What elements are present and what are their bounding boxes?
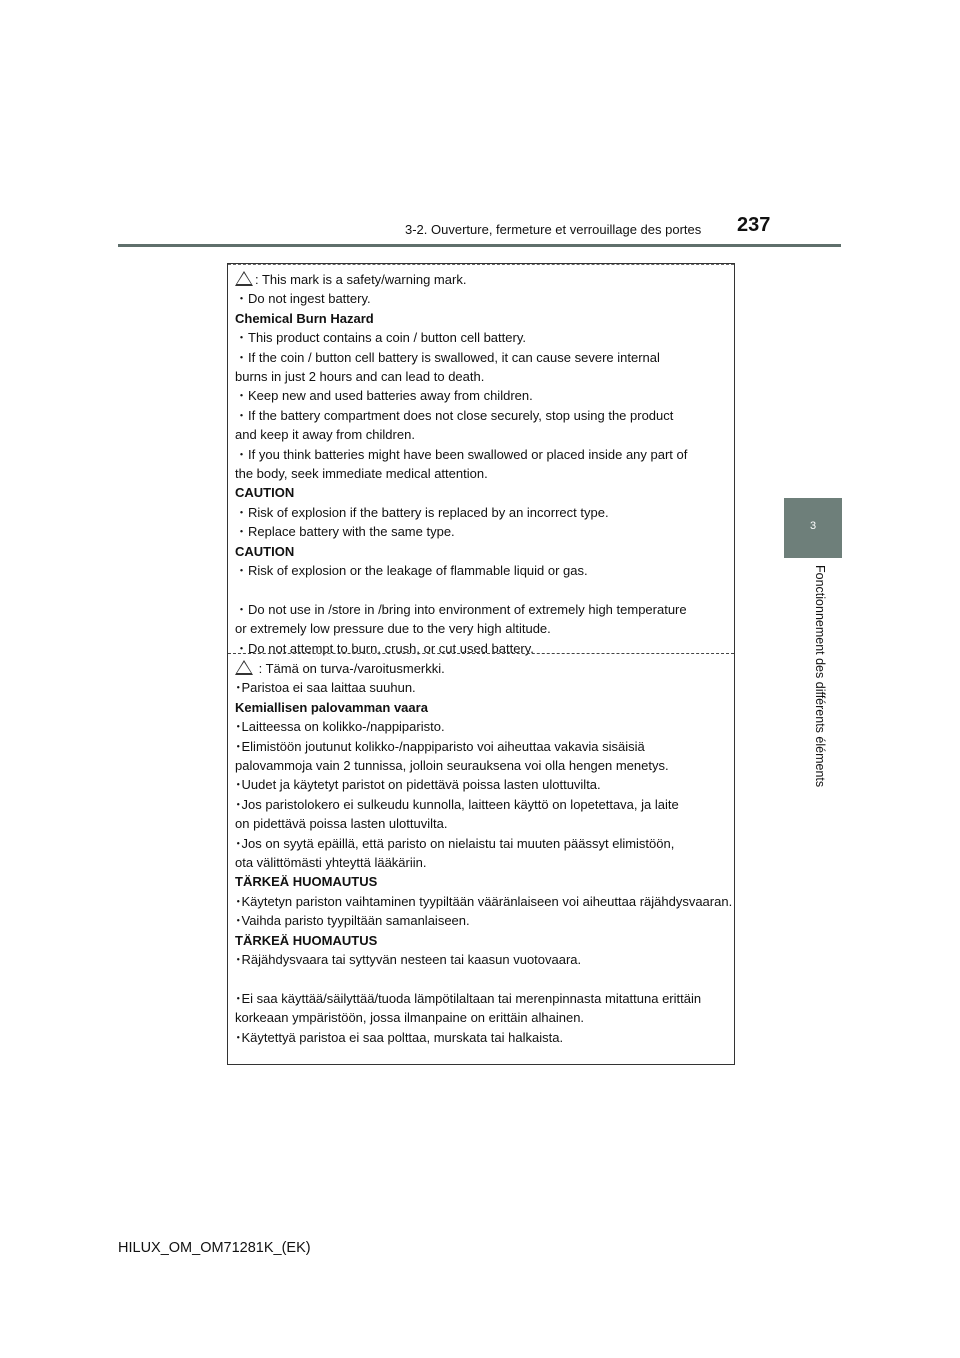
- finnish-warning-text: [235, 659, 733, 1047]
- section-heading: TÄRKEÄ HUOMAUTUS: [235, 874, 378, 890]
- text-line: ・Keep new and used batteries away from children.: [235, 388, 533, 404]
- battery-warning-box: [227, 263, 735, 1065]
- text-line: ・Risk of explosion if the battery is replaced by an incorrect type.: [235, 504, 609, 520]
- text-line: ･Käytettyä paristoa ei saa polttaa, murskata tai halkaista.: [235, 1029, 564, 1045]
- text-line: or extremely low pressure due to the very high altitude.: [235, 621, 551, 637]
- section-heading: TÄRKEÄ HUOMAUTUS: [235, 932, 378, 948]
- text-line: ･Räjähdysvaara tai syttyvän nesteen tai kaasun vuotovaara.: [235, 952, 582, 968]
- page-number: 237: [737, 214, 771, 236]
- text-line: ･Paristoa ei saa laittaa suuhun.: [235, 680, 416, 696]
- text-line: ・If the battery compartment does not close securely, stop using the product: [235, 407, 674, 423]
- text-line: ・Risk of explosion or the leakage of flammable liquid or gas.: [235, 563, 588, 579]
- text-line: palovammoja vain 2 tunnissa, jolloin seurauksena voi olla hengen menetys.: [235, 758, 669, 774]
- warning-mark-line: : Tämä on turva-/varoitusmerkki.: [235, 659, 730, 678]
- warning-mark-line: : This mark is a safety/warning mark.: [235, 270, 730, 289]
- text-line: ･Ei saa käyttää/säilyttää/tuoda lämpötilaltaan tai merenpinnasta mitattuna erittäin: [235, 990, 702, 1006]
- document-code: HILUX_OM_OM71281K_(EK): [118, 1240, 311, 1256]
- section-heading: Kemiallisen palovamman vaara: [235, 699, 428, 715]
- chapter-tab: [784, 498, 842, 558]
- text-line: ・Do not use in /store in /bring into environment of extremely high temperature: [235, 601, 687, 617]
- box-top-dashed-line: [228, 264, 734, 265]
- text-line: ・If the coin / button cell battery is swallowed, it can cause severe internal: [235, 349, 660, 365]
- text-line: ・Replace battery with the same type.: [235, 524, 455, 540]
- language-divider: [228, 653, 734, 654]
- text-line: ・Do not attempt to burn, crush, or cut used battery.: [235, 640, 534, 656]
- text-line: ･Käytetyn pariston vaihtaminen tyypiltään vääränlaiseen voi aiheuttaa räjähdysvaaran.: [235, 893, 733, 909]
- warning-triangle-icon: [235, 271, 253, 286]
- text-line: ･Jos on syytä epäillä, että paristo on nielaistu tai muuten päässyt elimistöön,: [235, 835, 675, 851]
- section-heading: CAUTION: [235, 485, 295, 501]
- text-line: ･Laitteessa on kolikko-/nappiparisto.: [235, 719, 445, 735]
- english-warning-text: [235, 270, 730, 658]
- text-line: on pidettävä poissa lasten ulottuvilta.: [235, 816, 448, 832]
- section-title: 3-2. Ouverture, fermeture et verrouillage des portes: [405, 222, 702, 237]
- text-line: ･Uudet ja käytetyt paristot on pidettävä poissa lasten ulottuvilta.: [235, 777, 601, 793]
- text-line: ･Jos paristolokero ei sulkeudu kunnolla, laitteen käyttö on lopetettava, ja laite: [235, 796, 679, 812]
- text-line: ･Elimistöön joutunut kolikko-/nappiparisto voi aiheuttaa vakavia sisäisiä: [235, 738, 645, 754]
- text-line: ・This product contains a coin / button cell battery.: [235, 330, 526, 346]
- text-line: korkeaan ympäristöön, jossa ilmanpaine on erittäin alhainen.: [235, 1010, 585, 1026]
- text-line: ･Vaihda paristo tyypiltään samanlaiseen.: [235, 913, 470, 929]
- chapter-label: Fonctionnement des différents éléments: [813, 565, 827, 788]
- text-line: the body, seek immediate medical attention.: [235, 466, 488, 482]
- text-line: burns in just 2 hours and can lead to death.: [235, 369, 485, 385]
- text-line: and keep it away from children.: [235, 427, 415, 443]
- text-line: ・If you think batteries might have been swallowed or placed inside any part of: [235, 446, 688, 462]
- warning-triangle-icon: [235, 660, 253, 675]
- text-line: ota välittömästi yhteyttä lääkäriin.: [235, 855, 427, 871]
- header-rule: [118, 244, 841, 247]
- section-heading: Chemical Burn Hazard: [235, 310, 374, 326]
- section-heading: CAUTION: [235, 543, 295, 559]
- text-line: ・Do not ingest battery.: [235, 291, 371, 307]
- chapter-number: 3: [809, 520, 817, 532]
